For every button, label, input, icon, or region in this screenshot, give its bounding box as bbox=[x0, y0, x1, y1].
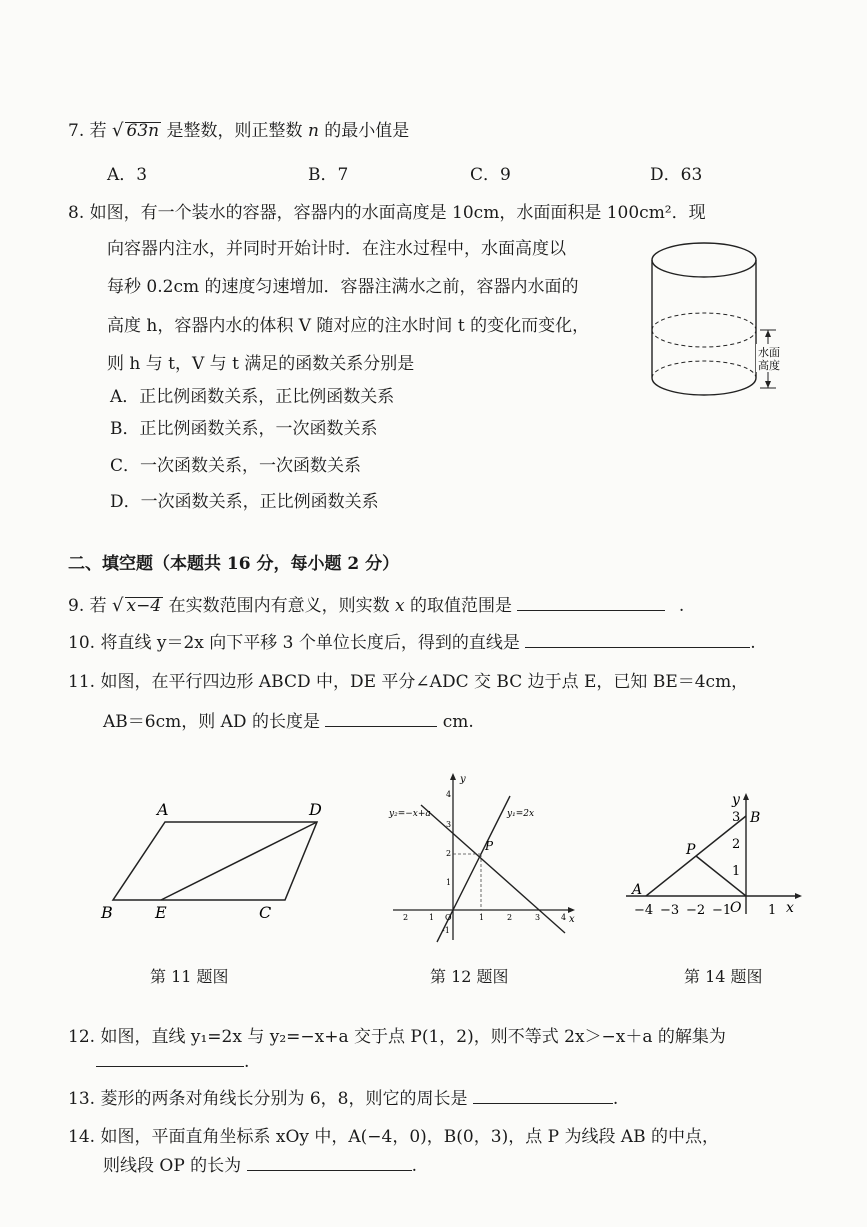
q9-radicand: x−4 bbox=[126, 596, 162, 616]
q14-line1: 如图，平面直角坐标系 xOy 中，A(−4，0)，B(0，3)，点 P 为线段 AB 的中点， bbox=[100, 1127, 720, 1147]
q14-number: 14. bbox=[68, 1127, 96, 1147]
height-arrow-down bbox=[765, 381, 771, 388]
question-9 bbox=[68, 591, 684, 616]
point-b-label: B bbox=[750, 810, 761, 826]
q8-number: 8. bbox=[68, 203, 85, 223]
label-c: C bbox=[259, 903, 272, 922]
water-height-label-1: 水面 bbox=[758, 346, 780, 359]
q13-end: . bbox=[612, 1089, 619, 1109]
q11-answer-blank[interactable] bbox=[325, 710, 437, 727]
q13-text: 菱形的两条对角线长分别为 6，8，则它的周长是 bbox=[100, 1089, 468, 1109]
question-13 bbox=[68, 1084, 618, 1109]
cylinder-top bbox=[652, 243, 756, 277]
q11-line2-post: cm. bbox=[442, 712, 474, 732]
question-12 bbox=[68, 1022, 726, 1047]
q14-answer-blank[interactable] bbox=[247, 1154, 412, 1171]
y-tick-3: 3 bbox=[446, 820, 452, 829]
q11-number: 11. bbox=[68, 672, 96, 692]
q9-answer-blank[interactable] bbox=[517, 594, 665, 611]
line-y2 bbox=[421, 805, 565, 933]
figure-14 bbox=[620, 790, 810, 925]
y-tick-4: 4 bbox=[446, 790, 452, 799]
q14-line2-text: 则线段 OP 的长为 bbox=[103, 1156, 242, 1176]
question-11 bbox=[68, 667, 748, 692]
q12-answer-line bbox=[96, 1050, 249, 1072]
q9-end: . bbox=[678, 596, 685, 616]
q10-text: 将直线 y＝2x 向下平移 3 个单位长度后，得到的直线是 bbox=[100, 633, 520, 653]
line-y2-label: y₂=−x+a bbox=[389, 809, 431, 819]
y-axis-arrow bbox=[743, 793, 749, 800]
x-tick-2: 2 bbox=[507, 913, 513, 922]
y-tick-1: 1 bbox=[446, 878, 452, 887]
height-arrow-up bbox=[765, 330, 771, 337]
q14-end: . bbox=[411, 1156, 417, 1176]
q14-line2 bbox=[103, 1151, 417, 1176]
q9-post: 在实数范围内有意义，则实数 bbox=[168, 596, 390, 616]
origin-label: O bbox=[445, 913, 452, 922]
figure-12-caption: 第 12 题图 bbox=[430, 967, 509, 986]
origin-label: O bbox=[730, 900, 742, 916]
question-10 bbox=[68, 628, 756, 653]
q8-line2: 向容器内注水，并同时开始计时．在注水过程中，水面高度以 bbox=[107, 239, 566, 259]
segment-de bbox=[161, 822, 317, 900]
q10-end: . bbox=[750, 633, 756, 653]
label-a: A bbox=[157, 800, 169, 819]
q12-end: . bbox=[244, 1052, 250, 1072]
q7-var: n bbox=[307, 121, 319, 141]
x-tick-4: 4 bbox=[561, 913, 567, 922]
q8-option-a[interactable]: A．正比例函数关系，正比例函数关系 bbox=[110, 387, 395, 407]
point-p-label: P bbox=[485, 839, 494, 853]
label-e: E bbox=[155, 903, 167, 922]
x-tick-3: 3 bbox=[535, 913, 541, 922]
sqrt-symbol: √ bbox=[112, 595, 124, 616]
figure-12 bbox=[385, 770, 585, 945]
question-8 bbox=[68, 198, 706, 223]
container-figure bbox=[640, 230, 800, 410]
x-tick-1: 1 bbox=[479, 913, 485, 922]
q9-pre: 若 bbox=[89, 596, 107, 616]
q7-tail: 的最小值是 bbox=[324, 121, 410, 141]
figure-11 bbox=[95, 795, 335, 925]
cylinder-bottom-front bbox=[652, 378, 756, 395]
q10-number: 10. bbox=[68, 633, 96, 653]
water-surface-front bbox=[652, 330, 756, 347]
q7-option-a[interactable]: A．3 bbox=[107, 165, 148, 185]
q8-option-b[interactable]: B．正比例函数关系，一次函数关系 bbox=[110, 419, 378, 439]
q9-tail: 的取值范围是 bbox=[410, 596, 512, 616]
x-tick-neg2: 2 bbox=[403, 913, 409, 922]
parallelogram-abcd bbox=[113, 822, 317, 900]
x-axis-arrow bbox=[795, 893, 802, 899]
x-axis-arrow bbox=[568, 907, 575, 913]
cylinder-bottom-back bbox=[652, 361, 756, 378]
q13-answer-blank[interactable] bbox=[473, 1087, 613, 1104]
q13-number: 13. bbox=[68, 1089, 96, 1109]
x-tick-1: 1 bbox=[768, 903, 777, 918]
q8-option-d[interactable]: D．一次函数关系，正比例函数关系 bbox=[110, 492, 379, 512]
q7-number: 7. bbox=[68, 121, 85, 141]
figure-11-caption: 第 11 题图 bbox=[150, 967, 229, 986]
section-2-title: 二、填空题（本题共 16 分，每小题 2 分） bbox=[68, 554, 400, 574]
point-a-label: A bbox=[632, 882, 643, 898]
y-tick-3: 3 bbox=[732, 810, 741, 825]
q12-answer-blank[interactable] bbox=[96, 1050, 244, 1067]
q10-answer-blank[interactable] bbox=[525, 631, 750, 648]
line-y1-label: y₁=2x bbox=[507, 809, 535, 819]
q8-line4: 高度 h，容器内水的体积 V 随对应的注水时间 t 的变化而变化， bbox=[107, 316, 590, 336]
q9-var: x bbox=[395, 596, 405, 616]
q7-option-d[interactable]: D．63 bbox=[650, 165, 703, 185]
q12-text: 如图，直线 y₁=2x 与 y₂=−x+a 交于点 P(1，2)，则不等式 2x＞−x＋a 的解集为 bbox=[100, 1027, 726, 1047]
q11-line1: 如图，在平行四边形 ABCD 中，DE 平分∠ADC 交 BC 边于点 E，已知 BE＝4cm， bbox=[100, 672, 749, 692]
water-surface-back bbox=[652, 313, 756, 330]
label-d: D bbox=[309, 800, 322, 819]
q8-line3: 每秒 0.2cm 的速度匀速增加．容器注满水之前，容器内水面的 bbox=[107, 277, 579, 297]
x-tick-neg2: −2 bbox=[686, 903, 706, 918]
question-7 bbox=[68, 116, 409, 141]
q12-number: 12. bbox=[68, 1027, 96, 1047]
q7-post: 是整数，则正整数 bbox=[166, 121, 303, 141]
q11-line2-pre: AB＝6cm，则 AD 的长度是 bbox=[103, 712, 320, 732]
y-tick-1: 1 bbox=[732, 864, 741, 879]
q11-line2 bbox=[103, 707, 474, 732]
y-axis-label: y bbox=[732, 792, 740, 808]
figure-14-caption: 第 14 题图 bbox=[684, 967, 763, 986]
q7-pre: 若 bbox=[89, 121, 107, 141]
y-axis-arrow bbox=[450, 773, 456, 780]
point-p-label: P bbox=[686, 842, 696, 858]
x-tick-neg4: −4 bbox=[634, 903, 654, 918]
y-tick-neg1: -1 bbox=[442, 926, 450, 935]
water-height-label-2: 高度 bbox=[758, 359, 780, 372]
y-tick-2: 2 bbox=[732, 837, 741, 852]
q7-radicand: 63n bbox=[126, 121, 160, 141]
q9-number: 9. bbox=[68, 596, 85, 616]
x-tick-neg1: 1 bbox=[429, 913, 435, 922]
q8-option-c[interactable]: C．一次函数关系，一次函数关系 bbox=[110, 456, 362, 476]
y-axis-label: y bbox=[460, 774, 466, 785]
q8-line5: 则 h 与 t，V 与 t 满足的函数关系分别是 bbox=[107, 354, 415, 374]
x-tick-neg1: −1 bbox=[712, 903, 732, 918]
x-axis-label: x bbox=[569, 914, 575, 925]
label-b: B bbox=[101, 903, 113, 922]
sqrt-symbol: √ bbox=[112, 120, 124, 141]
y-tick-2: 2 bbox=[446, 849, 452, 858]
x-tick-neg3: −3 bbox=[660, 903, 680, 918]
question-14 bbox=[68, 1122, 719, 1147]
x-axis-label: x bbox=[786, 900, 794, 916]
q8-line1: 如图，有一个装水的容器，容器内的水面高度是 10cm，水面面积是 100cm²．现 bbox=[89, 203, 706, 223]
q7-option-b[interactable]: B．7 bbox=[308, 165, 349, 185]
q7-option-c[interactable]: C．9 bbox=[470, 165, 511, 185]
